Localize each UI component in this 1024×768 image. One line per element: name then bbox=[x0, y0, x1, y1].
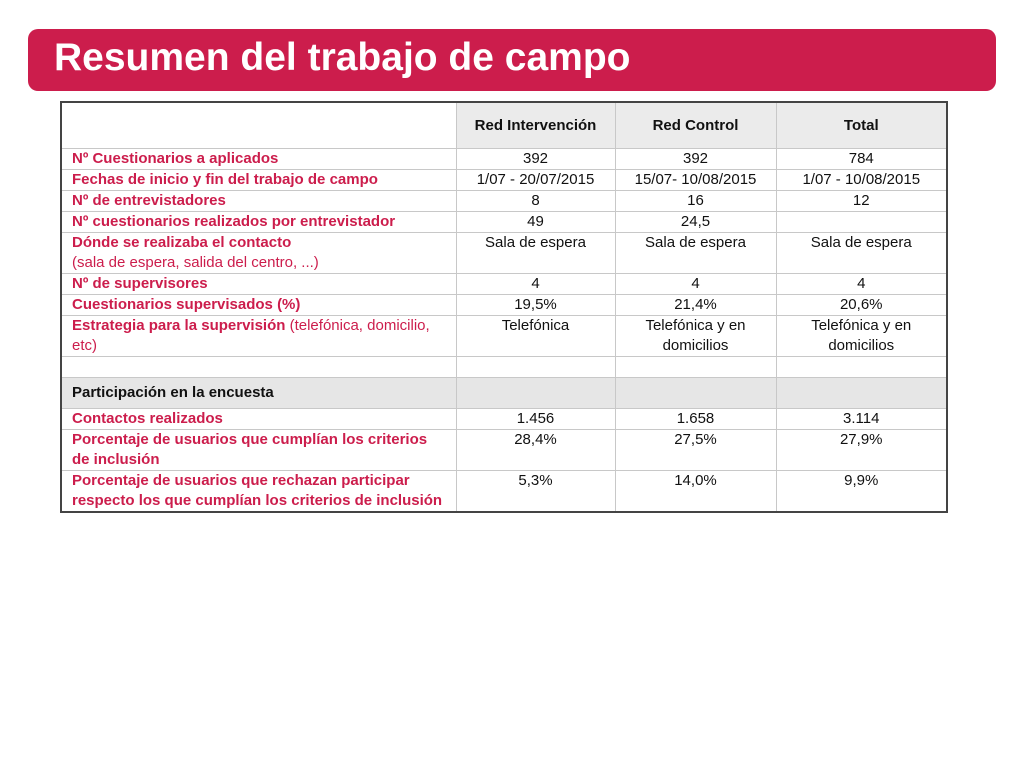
empty-cell bbox=[776, 357, 947, 378]
cell-value: 24,5 bbox=[615, 212, 776, 233]
cell-value: 9,9% bbox=[776, 471, 947, 513]
section-empty-cell bbox=[456, 378, 615, 409]
table-row bbox=[61, 274, 947, 295]
cell-value: 15/07- 10/08/2015 bbox=[615, 170, 776, 191]
cell-value: 14,0% bbox=[615, 471, 776, 513]
empty-row bbox=[61, 357, 947, 378]
row-label: Nº Cuestionarios a aplicados bbox=[61, 149, 456, 170]
cell-value: 19,5% bbox=[456, 295, 615, 316]
cell-value: 784 bbox=[776, 149, 947, 170]
cell-value: 1/07 - 20/07/2015 bbox=[456, 170, 615, 191]
header-cell-red-control: Red Control bbox=[615, 102, 776, 149]
section-header-row bbox=[61, 378, 947, 409]
cell-value: Telefónica y en domicilios bbox=[776, 316, 947, 357]
header-cell-blank bbox=[61, 102, 456, 149]
header-cell-red-intervencion: Red Intervención bbox=[456, 102, 615, 149]
cell-value: 49 bbox=[456, 212, 615, 233]
fieldwork-summary-table bbox=[60, 101, 948, 513]
cell-value: 8 bbox=[456, 191, 615, 212]
row-label-main: Estrategia para la supervisión bbox=[72, 317, 286, 334]
row-label-main: Dónde se realizaba el contacto bbox=[72, 234, 292, 251]
empty-cell bbox=[61, 357, 456, 378]
table-header-row bbox=[61, 102, 947, 149]
cell-value: Sala de espera bbox=[776, 233, 947, 274]
table-row bbox=[61, 316, 947, 357]
cell-value: 1/07 - 10/08/2015 bbox=[776, 170, 947, 191]
cell-value: 392 bbox=[456, 149, 615, 170]
section-empty-cell bbox=[776, 378, 947, 409]
page-title: Resumen del trabajo de campo bbox=[54, 36, 631, 79]
cell-value: 27,5% bbox=[615, 430, 776, 471]
cell-value: 1.456 bbox=[456, 409, 615, 430]
cell-value: 4 bbox=[615, 274, 776, 295]
row-label: Nº cuestionarios realizados por entrevistador bbox=[61, 212, 456, 233]
cell-value: 21,4% bbox=[615, 295, 776, 316]
table-row bbox=[61, 430, 947, 471]
cell-value: 392 bbox=[615, 149, 776, 170]
table-row bbox=[61, 149, 947, 170]
table-row bbox=[61, 409, 947, 430]
cell-value: Sala de espera bbox=[456, 233, 615, 274]
row-label: Nº de entrevistadores bbox=[61, 191, 456, 212]
cell-value: 12 bbox=[776, 191, 947, 212]
table-row bbox=[61, 233, 947, 274]
table-row bbox=[61, 191, 947, 212]
cell-value: 3.114 bbox=[776, 409, 947, 430]
cell-value: 27,9% bbox=[776, 430, 947, 471]
cell-value: 28,4% bbox=[456, 430, 615, 471]
row-label-with-note bbox=[61, 316, 456, 357]
section-empty-cell bbox=[615, 378, 776, 409]
cell-value: 4 bbox=[776, 274, 947, 295]
row-label-with-note bbox=[61, 233, 456, 274]
section-title: Participación en la encuesta bbox=[61, 378, 456, 409]
cell-value: Telefónica bbox=[456, 316, 615, 357]
table-row bbox=[61, 471, 947, 513]
table-row bbox=[61, 212, 947, 233]
row-label: Nº de supervisores bbox=[61, 274, 456, 295]
table-row bbox=[61, 295, 947, 316]
cell-value: 20,6% bbox=[776, 295, 947, 316]
row-label: Porcentaje de usuarios que rechazan participar respecto los que cumplían los criterios de inclusión bbox=[61, 471, 456, 513]
cell-value bbox=[776, 212, 947, 233]
cell-value: Telefónica y en domicilios bbox=[615, 316, 776, 357]
cell-value: Sala de espera bbox=[615, 233, 776, 274]
table-row bbox=[61, 170, 947, 191]
cell-value: 16 bbox=[615, 191, 776, 212]
row-label: Fechas de inicio y fin del trabajo de campo bbox=[61, 170, 456, 191]
empty-cell bbox=[615, 357, 776, 378]
cell-value: 1.658 bbox=[615, 409, 776, 430]
header-cell-total: Total bbox=[776, 102, 947, 149]
title-bar bbox=[28, 29, 996, 91]
cell-value: 5,3% bbox=[456, 471, 615, 513]
row-label-note: (sala de espera, salida del centro, ...) bbox=[72, 254, 319, 271]
row-label-note: (telefónica, domicilio, etc) bbox=[72, 317, 430, 354]
empty-cell bbox=[456, 357, 615, 378]
row-label: Contactos realizados bbox=[61, 409, 456, 430]
row-label: Cuestionarios supervisados (%) bbox=[61, 295, 456, 316]
cell-value: 4 bbox=[456, 274, 615, 295]
row-label: Porcentaje de usuarios que cumplían los criterios de inclusión bbox=[61, 430, 456, 471]
